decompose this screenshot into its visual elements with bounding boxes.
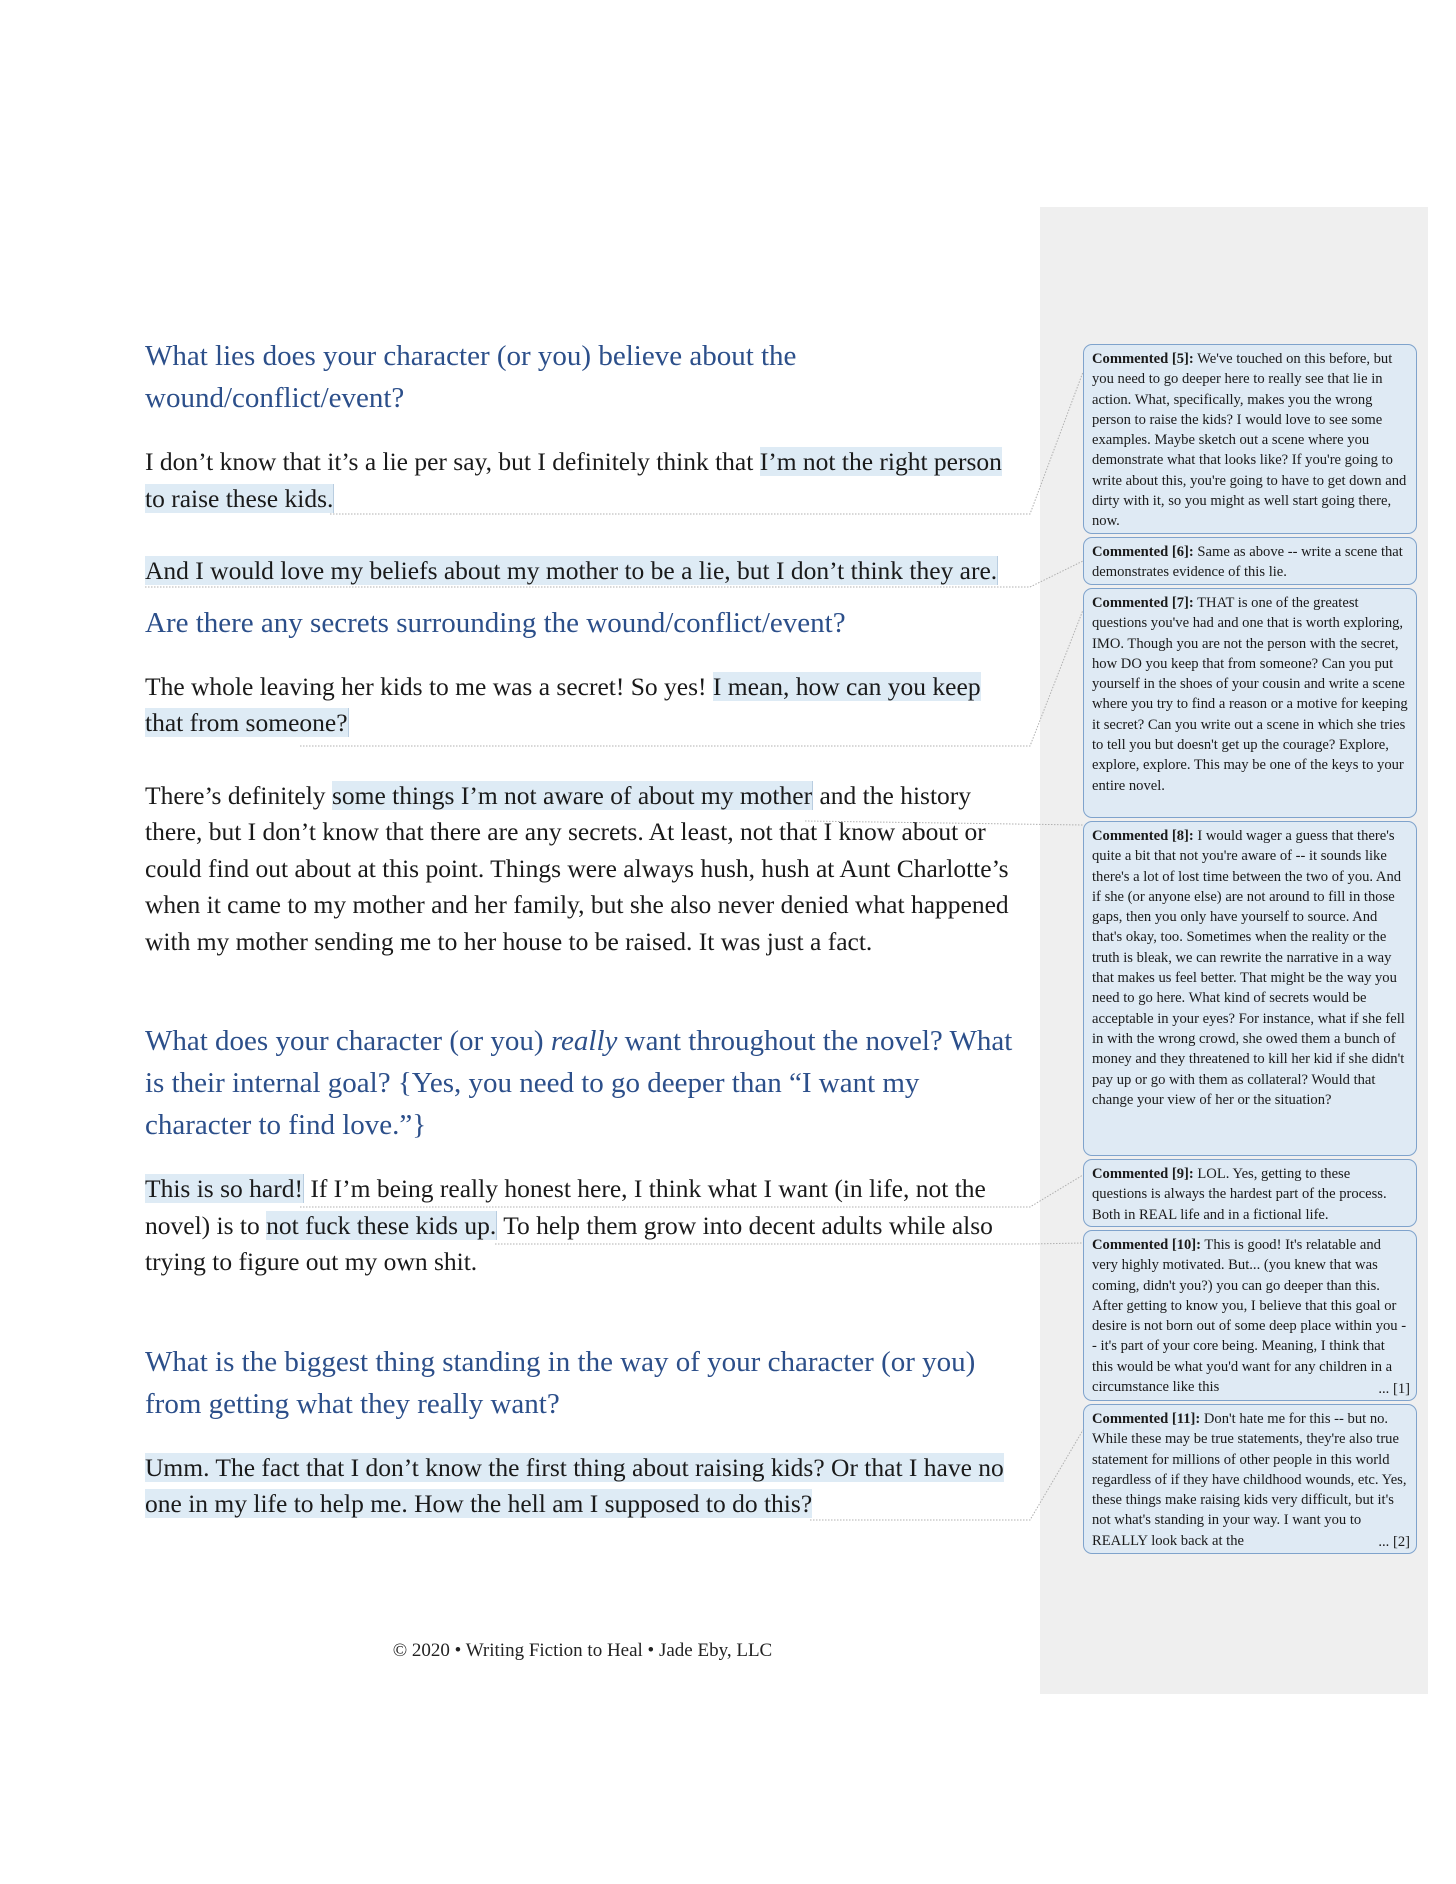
highlight-beliefs-mother[interactable]: And I would love my beliefs about my mother to be a lie, but I don’t think they are.: [145, 556, 998, 585]
comment-label: Commented [11]:: [1092, 1411, 1201, 1427]
highlight-keep-that[interactable]: I mean, how can you keep that from someone?: [145, 671, 981, 737]
comment-text: Same as above -- write a scene that demonstrates evidence of this lie.: [1092, 544, 1403, 581]
comment-label: Commented [5]:: [1092, 351, 1194, 367]
answer-text: I don’t know that it’s a lie per say, but I definitely think that: [145, 447, 760, 476]
comment-label: Commented [8]:: [1092, 828, 1194, 844]
question-text: What does your character (or you): [145, 1025, 551, 1057]
answer-want: [145, 1171, 1025, 1281]
answer-text: To help them grow into decent adults while also trying to figure out my own shit.: [145, 1210, 993, 1276]
comment-7[interactable]: [1083, 588, 1417, 818]
question-emphasis: really: [550, 1025, 618, 1057]
answer-text: and the history there, but I don’t know that there are any secrets. At least, not that I know about or could find out about at this point. Things were always hush, hush at Aunt Charlotte’s when it came to my mother and her family, but she also never denied what happened with my mother sending me to her house to be raised. It was just a fact.: [145, 780, 1009, 956]
question-obstacle: What is the biggest thing standing in the way of your character (or you) from getting what they really want?: [145, 1345, 976, 1420]
highlight-kids-up[interactable]: not fuck these kids up.: [266, 1210, 497, 1240]
comment-label: Commented [9]:: [1092, 1166, 1194, 1182]
highlight-so-hard[interactable]: This is so hard!: [145, 1174, 303, 1203]
comment-10[interactable]: [1083, 1230, 1417, 1401]
document-body: [145, 335, 1025, 1523]
comment-11[interactable]: [1083, 1404, 1417, 1554]
highlight-raising-kids[interactable]: Umm. The fact that I don’t know the first thing about raising kids? Or that I have no one in my life to help me. How the hell am I supposed to do this?: [145, 1452, 1004, 1518]
comment-label: Commented [6]:: [1092, 544, 1194, 560]
comment-9[interactable]: [1083, 1159, 1417, 1227]
comment-5[interactable]: [1083, 344, 1417, 534]
answer-text: The whole leaving her kids to me was a secret! So yes!: [145, 671, 713, 701]
question-want: [145, 1020, 1025, 1146]
comment-text: Don't hate me for this -- but no. While these may be true statements, they're also true statement for millions of other people in this world regardless of if they have childhood wounds, etc. Yes, these things make raising kids very difficult, but it's not what's standing in your way. I want you to REALLY look back at the: [1092, 1411, 1407, 1549]
highlight-not-aware[interactable]: some things I’m not aware of about my mother: [331, 780, 813, 810]
comment-text: I would wager a guess that there's quite a bit that not you're aware of -- it sounds like there's a lot of lost time between the two of you. And if she (or anyone else) are not around to fill in those gaps, then you only have yourself to source. And that's okay, too. Sometimes when the reality or the truth is bleak, we can rewrite the narrative in a way that makes us feel better. That might be the way you need to go here. What kind of secrets would be acceptable in your eyes? For instance, what if she fell in with the wrong crowd, she owed them a bunch of money and they threatened to kill her kid if she didn't pay up or go with them as collateral? Would that change your view of her or the situation?: [1092, 828, 1405, 1108]
question-text: want throughout the novel? What is their internal goal? {Yes, you need to go deeper than “I want my character to find love.”}: [145, 1025, 1013, 1141]
highlight-not-right-person[interactable]: I’m not the right person to raise these kids.: [145, 447, 1002, 513]
comment-label: Commented [7]:: [1092, 595, 1194, 611]
answer-text: If I’m being really honest here, I think what I want (in life, not the novel) is to: [145, 1174, 986, 1240]
comment-text: We've touched on this before, but you need to go deeper here to really see that lie in action. What, specifically, makes you the wrong person to raise the kids? I would love to see some examples. Maybe sketch out a scene where you demonstrate what that looks like? If you're going to write about this, you're going to have to get down and dirty with it, so you might as well start going there, now.: [1092, 351, 1407, 530]
answer-secrets: [145, 669, 1025, 742]
answer-text: There’s definitely: [145, 780, 332, 810]
answer-beliefs: [145, 553, 1025, 590]
comment-more-link[interactable]: ... [1]: [1374, 1379, 1410, 1399]
comment-8[interactable]: [1083, 821, 1417, 1156]
question-lies: What lies does your character (or you) believe about the wound/conflict/event?: [145, 340, 797, 414]
comment-text: This is good! It's relatable and very highly motivated. But... (you knew that was coming, didn't you?) you can go deeper than this. After getting to know you, I believe that this goal or desire is not born out of some deep place within you -- it's part of your core being. Meaning, I think that this would be what you'd want for any children in a circumstance like this: [1092, 1237, 1407, 1396]
comment-text: THAT is one of the greatest questions you've had and one that is worth exploring, IMO. Though you are not the person with the secret, how DO you keep that from someone? Can you put yourself in the shoes of your cousin and write a scene where you try to find a reason or a motive for keeping it secret? Can you write out a scene in which she tries to tell you but doesn't get up the courage? Explore, explore, explore. This may be one of the keys to your entire novel.: [1092, 595, 1408, 794]
question-secrets: Are there any secrets surrounding the wound/conflict/event?: [145, 606, 846, 639]
answer-lies: [145, 444, 1025, 517]
page-footer: © 2020 • Writing Fiction to Heal • Jade Eby, LLC: [392, 1640, 773, 1661]
answer-obstacle: [145, 1450, 1025, 1523]
comment-more-link[interactable]: ... [2]: [1374, 1532, 1410, 1552]
comment-label: Commented [10]:: [1092, 1237, 1202, 1253]
comment-text: LOL. Yes, getting to these questions is always the hardest part of the process. Both in REAL life and in a fictional life.: [1092, 1166, 1387, 1223]
comment-6[interactable]: [1083, 537, 1417, 585]
answer-mother-history: [145, 778, 1025, 961]
